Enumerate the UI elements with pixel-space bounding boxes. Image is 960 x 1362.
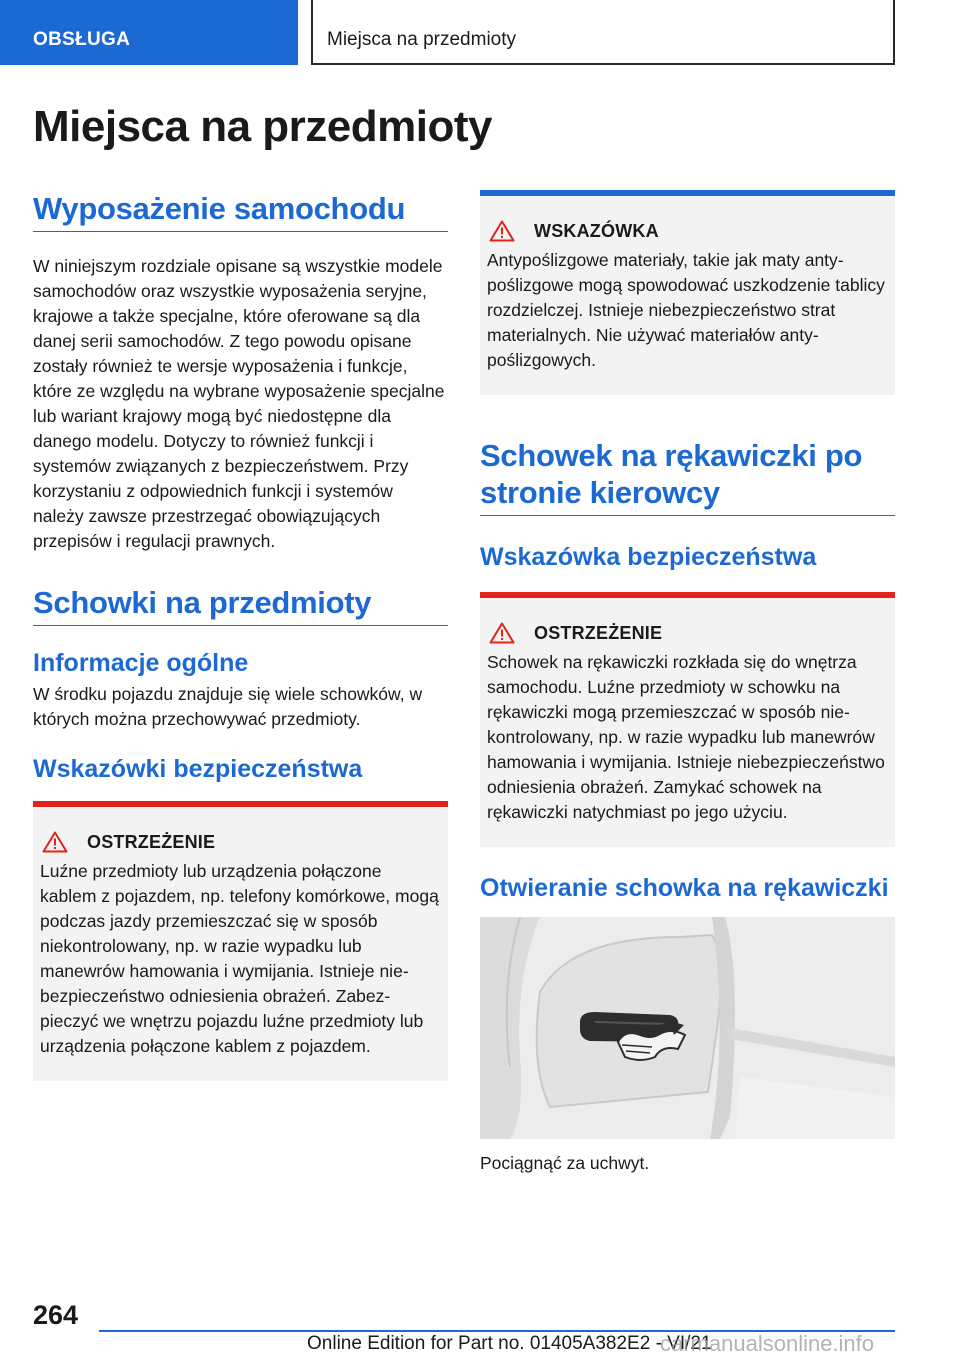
figure-caption: Pociągnąć za uchwyt. bbox=[480, 1153, 650, 1173]
warning-header bbox=[40, 831, 440, 853]
warning-label: OSTRZEŻENIE bbox=[87, 831, 216, 852]
equipment-text: W niniejszym rozdziale opisane są wszystkie modele samochodów oraz wszystkie wyposażenia seryjne, krajowe a także specjalne, które oferowane są dla danej serii samochodów. Z tego powodu opisane zostały również te wersje wyposażenia i funkcje, które ze względu na wybrane wyposażenie specjalne lub wariant krajowy mogą być niedostępne dla danego modelu. Dotyczy to również funkcji i systemów związanych z bezpieczeństwem. Przy korzystaniu z odpowiednich funkcji i systemów należy zawsze przestrzegać obowiązujących przepisów i regulacji prawnych. bbox=[33, 256, 445, 551]
glovebox-warning-label: OSTRZEŻENIE bbox=[534, 622, 663, 643]
glovebox-heading: Schowek na rękawiczki po stronie kierowcy bbox=[480, 437, 895, 516]
glovebox-warning-box bbox=[480, 592, 895, 847]
general-text: W środku pojazdu znajduje się wiele schowków, w których można przechowywać przedmioty. bbox=[33, 684, 423, 729]
warning-triangle-icon bbox=[489, 220, 515, 242]
glovebox-image bbox=[480, 917, 895, 1139]
warning-box bbox=[33, 801, 448, 1081]
section-tab-label: OBSŁUGA bbox=[33, 29, 131, 50]
general-heading: Informacje ogólne bbox=[33, 649, 249, 677]
glovebox-warning-header bbox=[487, 622, 887, 644]
note-text: Antypoślizgowe materiały, takie jak maty antypoślizgowe mogą spowodować uszkodzenie tablicy rozdzielczej. Istnieje niebezpieczeństwo strat materialnych. Nie używać materiałów antypoślizgowych. bbox=[487, 250, 885, 370]
right-column bbox=[480, 190, 895, 1176]
left-column bbox=[33, 190, 448, 1081]
topic-header bbox=[311, 0, 895, 65]
safety-heading: Wskazówki bezpieczeństwa bbox=[33, 755, 363, 783]
footer-edition: Online Edition for Part no. 01405A382E2 - VI/21 bbox=[307, 1333, 712, 1354]
page-title: Miejsca na przedmioty bbox=[33, 102, 492, 151]
topic-header-label: Miejsca na przedmioty bbox=[327, 29, 517, 50]
note-header bbox=[487, 220, 887, 242]
note-label: WSKAZÓWKA bbox=[534, 220, 659, 241]
note-box bbox=[480, 190, 895, 395]
storage-heading: Schowki na przedmioty bbox=[33, 584, 448, 626]
warning-triangle-icon bbox=[489, 622, 515, 644]
watermark: carmanualsonline.info bbox=[660, 1331, 875, 1356]
glovebox-warning-text: Schowek na rękawiczki rozkłada się do wnętrza samochodu. Luźne przedmioty w schowku na rękawiczki mogą przemieszczać w sposób niekontrolowany, np. w razie wypadku lub manewrów hamowania i wymijania. Istnieje niebezpieczeństwo odniesienia obrażeń. Zamykać schowek na rękawiczki natychmiast po jego użyciu. bbox=[487, 652, 885, 822]
warning-triangle-icon bbox=[42, 831, 68, 853]
open-glovebox-heading: Otwieranie schowka na rękawiczki bbox=[480, 874, 889, 902]
section-tab[interactable] bbox=[0, 0, 298, 65]
page-number: 264 bbox=[33, 1300, 79, 1330]
glovebox-safety-heading: Wskazówka bezpieczeństwa bbox=[480, 543, 817, 571]
warning-text: Luźne przedmioty lub urządzenia połączone kablem z pojazdem, np. telefony komórkowe, mogą podczas jazdy przemieszczać się w sposób niekontrolowany, np. w razie wypadku lub manewrów hamowania i wymijania. Istnieje niebezpieczeństwo odniesienia obrażeń. Zabezpieczyć we wnętrzu pojazdu luźne przedmioty lub urządzenia połączone kablem z pojazdem. bbox=[40, 861, 439, 1056]
equipment-heading: Wyposażenie samochodu bbox=[33, 190, 448, 232]
glovebox-illustration bbox=[480, 917, 895, 1139]
